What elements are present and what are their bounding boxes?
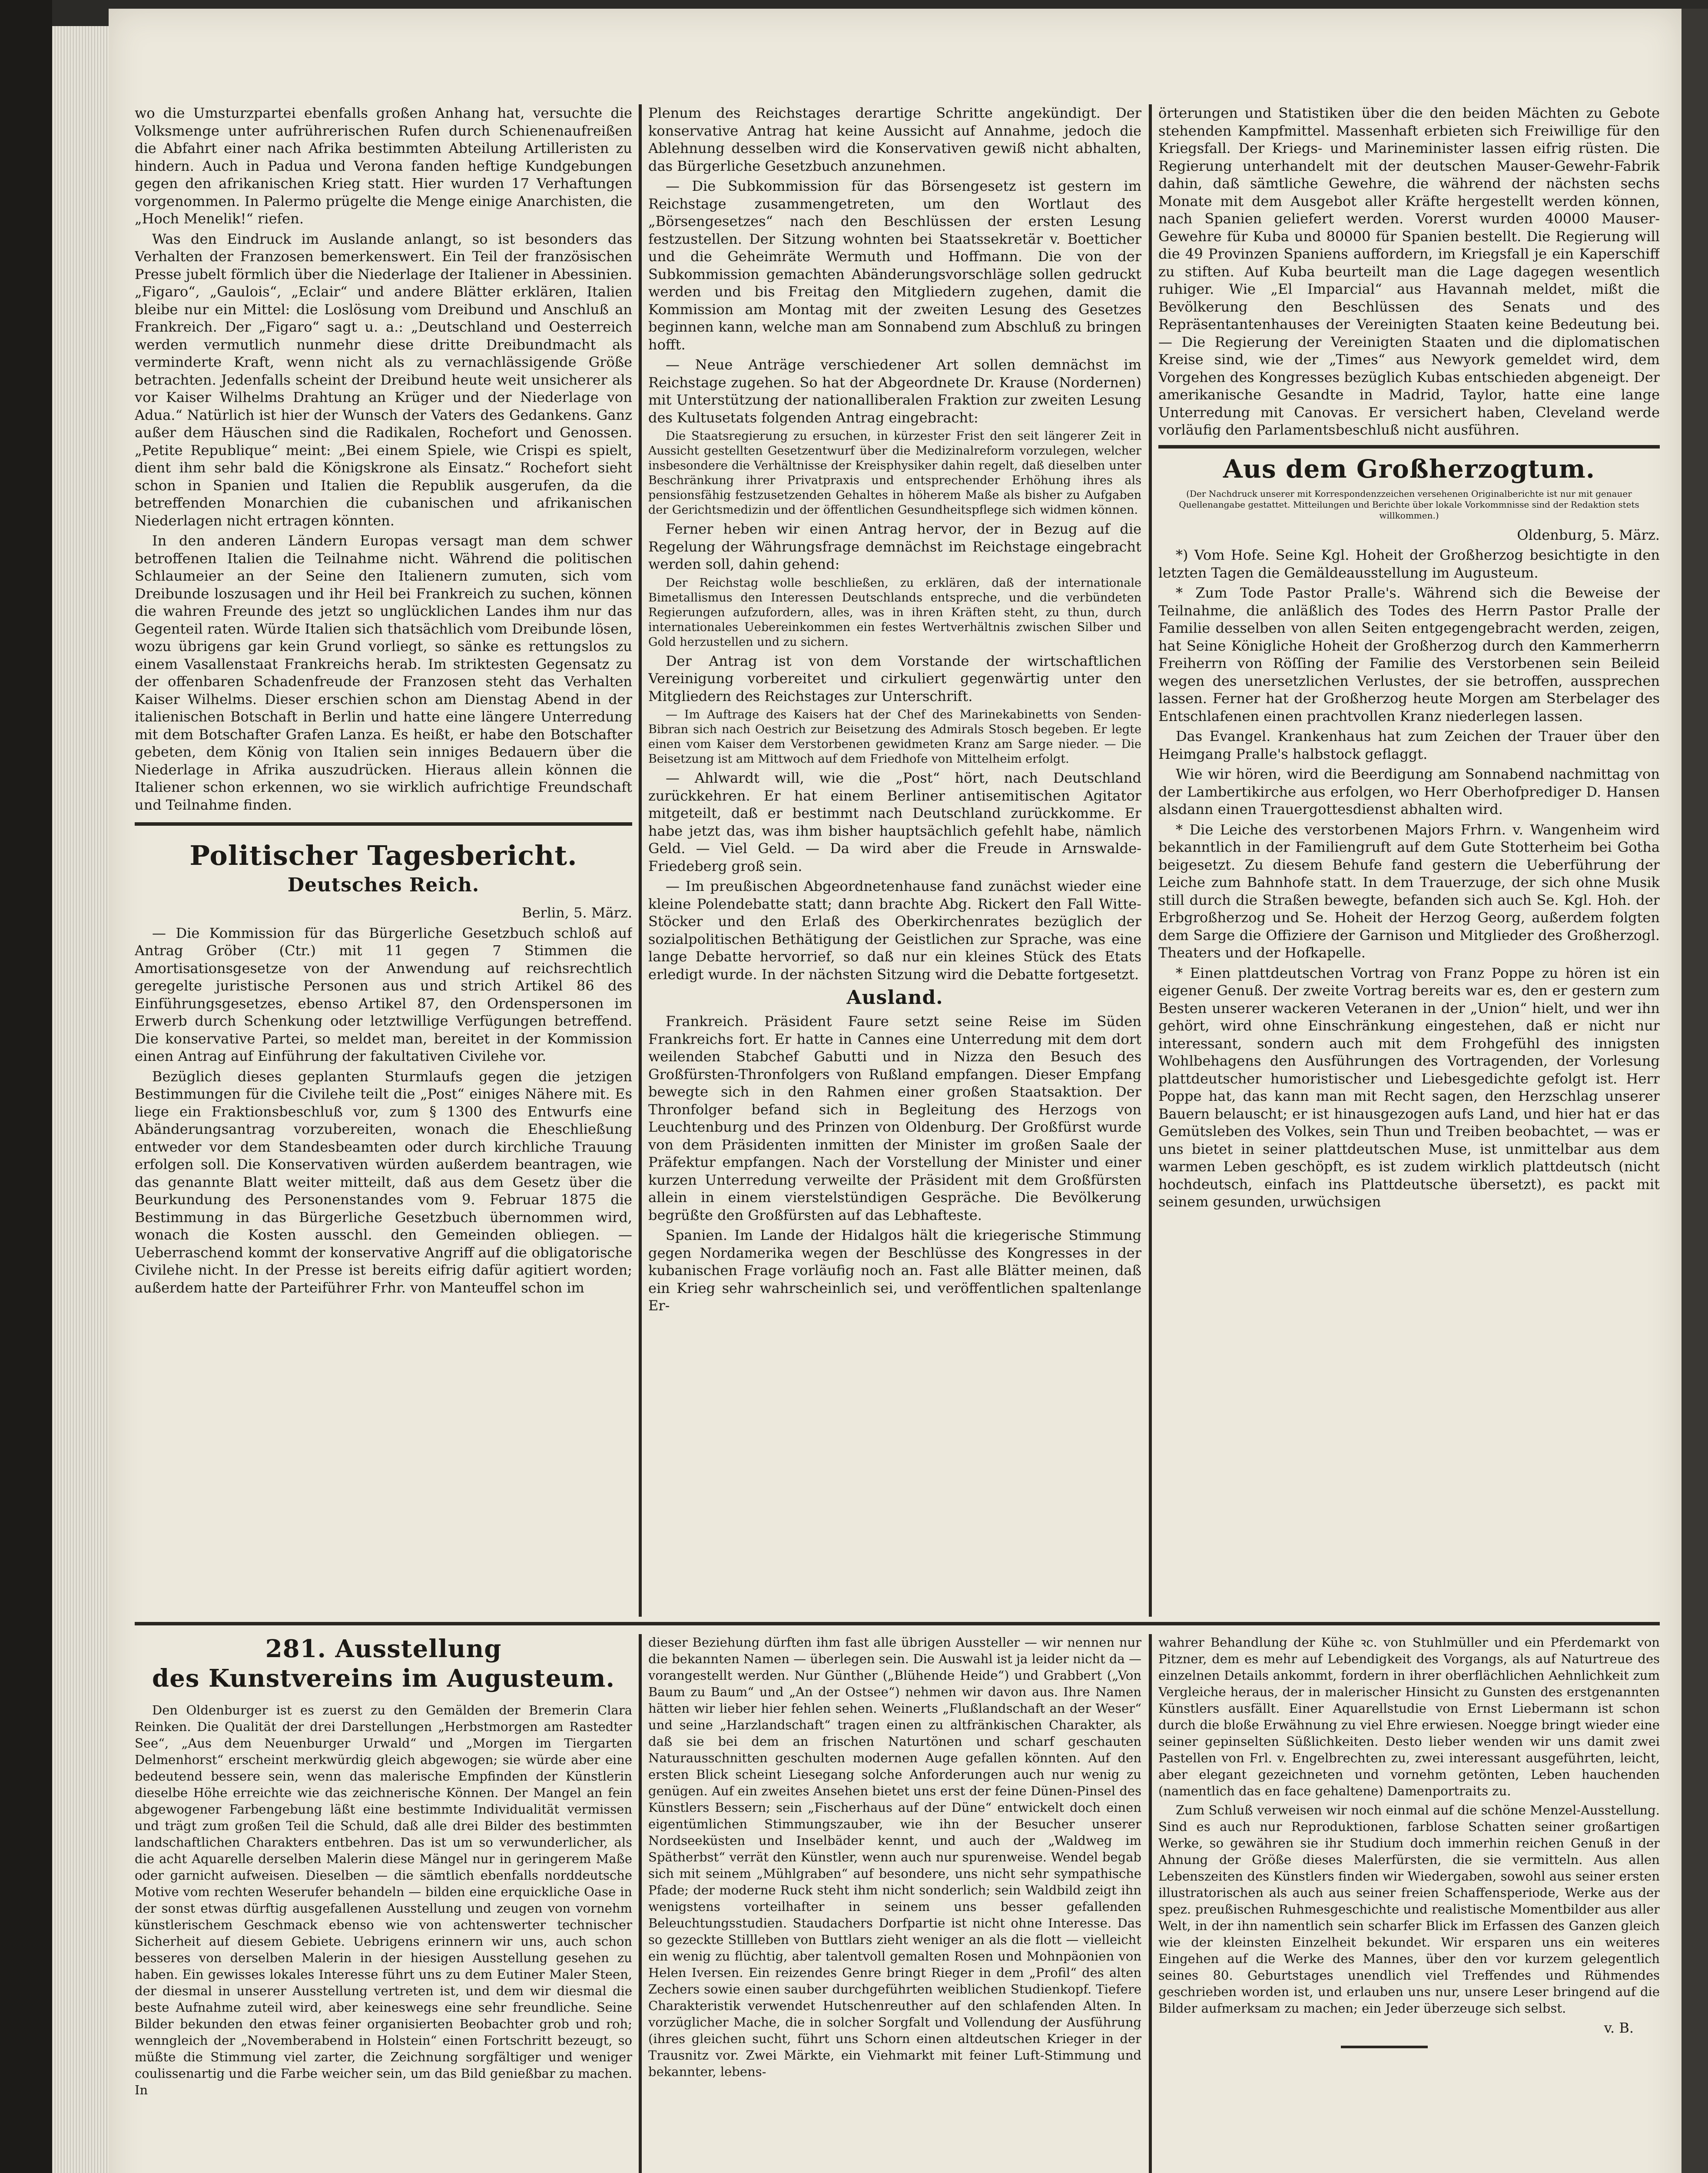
paragraph: — Die Kommission für das Bürgerliche Gesetzbuch schloß auf Antrag Gröber (Ctr.) mit 11 gegen 7 Stimmen die Amortisationsgesetze von der Anwendung auf reichsrechtlich geregelte juristische Personen aus und strich Artikel 86 des Einführungsgesetzes, ebenso Artikel 87, den Ordenspersonen im Erwerb durch Schenkung oder letztwillige Verfügungen betreffend. Die konservative Partei, so meldet man, bereitet in der Kommission einen Antrag auf Einführung der fakultativen Civilehe vor. bbox=[135, 924, 632, 1064]
column-rule bbox=[1149, 1634, 1152, 2173]
paragraph: * Die Leiche des verstorbenen Majors Frhrn. v. Wangenheim wird bekanntlich in der Familiengruft auf dem Gute Stotterheim bei Gotha beigesetzt. Zu diesem Behufe fand gestern die Ueberführung der Leiche zum Bahnhofe statt. In dem Trauerzuge, der sich ohne Musik still durch die Straßen bewegte, befanden sich auch Se. Kgl. Hoh. der Erbgroßherzog und Se. Hoheit der Herzog Georg, außerdem folgten dem Sarge die Offiziere der Garnison und Mitglieder des Großherzogl. Theaters und der Hofkapelle. bbox=[1158, 821, 1660, 961]
heading-ausstellung-title: des Kunstvereins im Augusteum. bbox=[152, 1664, 615, 1693]
paragraph: Wie wir hören, wird die Beerdigung am Sonnabend nachmittag von der Lambertikirche aus erfolgen, wo Herr Oberhofprediger D. Hansen alsdann einen Trauergottesdienst abhalten wird. bbox=[1158, 766, 1660, 817]
lower-column-3 bbox=[1158, 1634, 1660, 2173]
lower-column-2 bbox=[648, 1634, 1141, 2173]
paragraph: Frankreich. Präsident Faure setzt seine Reise im Süden Frankreichs fort. Er hatte in Cannes eine Unterredung mit dem dort weilenden Stabchef Gabutti und in Nizza den Besuch des Großfürsten-Thronfolgers von Rußland empfangen. Dieser Empfang bewegte sich in den Rahmen einer großen Staatsaktion. Der Thronfolger befand sich in Begleitung des Herzogs von Leuchtenburg und des Prinzen von Oldenburg. Der Großfürst wurde von dem Präsidenten inmitten der Minister im großen Saale der Präfektur empfangen. Nach der Vorstellung der Minister und einer kurzen Unterredung verweilte der Präsident mit dem Großfürsten allein in einem vierstelstündigen Gespräche. Die Bevölkerung begrüßte den Großfürsten auf das Lebhafteste. bbox=[648, 1013, 1141, 1223]
paragraph: dieser Beziehung dürften ihm fast alle übrigen Aussteller — wir nennen nur die bekannten Namen — überlegen sein. Die Auswahl ist ja leider nicht da — vorangestellt werden. Nur Günther („Blühende Heide“) und Grabbert („Von Baum zu Baum“ und „An der Ostsee“) nehmen wir davon aus. Ihre Namen hätten wir lieber hier fehlen sehen. Weinerts „Flußlandschaft an der Weser“ und seine „Harzlandschaft“ tragen einen zu altfränkischen Charakter, als daß sie bei dem an frischen Naturtönen und scharf geschauten Naturausschnitten geschulten modernen Auge gefallen könnten. Auf den ersten Blick scheint Liesegang solche Anforderungen auch nur wenig zu genügen. Auf ein zweites Ansehen bietet uns erst der feine Dünen-Pinsel des Künstlers Bessern; sein „Fischerhaus auf der Düne“ entwickelt doch einen eigentümlichen Stimmungszauber, wie ihn der Besucher unserer Nordseeküsten und Inselbäder kennt, und auch der „Waldweg im Spätherbst“ verrät den Künstler, wenn auch nur spurenweise. Wendel begab sich mit seinem „Mühlgraben“ auf besondere, uns nicht sehr sympathische Pfade; der moderne Ruck steht ihm nicht sonderlich; sein Waldbild zeigt ihn wenigstens vorteilhafter in seinem uns besser gefallenden Beleuchtungsstudien. Staudachers Dorfpartie ist nicht ohne Interesse. Das so gezeckte Stillleben von Buttlars zieht weniger an als die flott — vielleicht ein wenig zu flüchtig, aber talentvoll gemalten Rosen und Mohnpäonien von Helen Iversen. Ein reizendes Genre bringt Rieger in dem „Profil“ des alten Zechers sowie einen sauber durchgeführten weiblichen Studienkopf. Tiefere Charakteristik verwendet Hutschenreuther auf den schlafenden Alten. In vorzüglicher Mache, die in solcher Sorgfalt und Vollendung der Ausführung (ihres gleichen sucht, führt uns Schorn einen altdeutschen Krieger in der Trausnitz vor. Zwei Märkte, ein Viehmarkt mit feiner Luft-Stimmung und bekannter, lebens- bbox=[648, 1635, 1141, 2079]
paragraph: Den Oldenburger ist es zuerst zu den Gemälden der Bremerin Clara Reinken. Die Qualität der drei Darstellungen „Herbstmorgen am Rastedter See“, „Aus dem Neuenburger Urwald“ und „Morgen im Tiergarten Delmenhorst“ erscheint merkwürdig gleich abgewogen; sie würde aber eine bedeutend bessere sein, wenn das malerische Empfinden der Künstlerin dieselbe Höhe erreichte wie das zeichnerische Können. Der Mangel an fein abgewogener Farbengebung läßt eine bestimmte Individualität vermissen und trägt zum großen Teil die Schuld, daß alle drei Bilder des bestimmten landschaftlichen Charakters entbehren. Das ist um so verwunderlicher, als die acht Aquarelle derselben Malerin diese Mängel nur in geringerem Maße oder garnicht aufweisen. Dieselben — die sämtlich ebenfalls norddeutsche Motive vom rechten Weserufer behandeln — bilden eine erquickliche Oase in der sonst etwas dürftig ausgefallenen Ausstellung und zeugen von vornehm künstlerischem Geschmack ebenso wie von achtenswerter technischer Sicherheit auf diesem Gebiete. Uebrigens erinnern wir uns, auch schon besseres von derselben Malerin in der hiesigen Ausstellung gesehen zu haben. Ein gewisses lokales Interesse führt uns zu dem Eutiner Maler Steen, der diesmal in unserer Ausstellung vertreten ist, und dem wir diesmal die beste Aufnahme zuteil wird, aber keineswegs eine sehr freundliche. Seine Bilder bekunden den etwas feiner organisierten Beobachter grob und roh; wenngleich der „Novemberabend in Holstein“ einen Fortschritt bezeugt, so müßte die Stimmung viel zarter, die Zeichnung sorgfältiger und weniger coulissenartig und die Farbe weicher sein, um das Bild genießbar zu machen. In bbox=[135, 1703, 632, 2097]
section-divider bbox=[135, 822, 632, 826]
paragraph: wahrer Behandlung der Kühe ꝛc. von Stuhlmüller und ein Pferdemarkt von Pitzner, dem es mehr auf Lebendigkeit des Vorgangs, als auf Naturtreue des einzelnen Details ankommt, fordern in ihrer oberflächlichen Aehnlichkeit zum Vergleiche heraus, der in malerischer Hinsicht zu Gunsten des erstgenannten Künstlers ausfällt. Einer Aquarellstudie von Ernst Liebermann ist schon durch die bloße Erwähnung zu viel Ehre erwiesen. Noegge bringt wieder eine seiner gepinselten Süßlichkeiten. Desto lieber wenden wir uns damit zwei Pastellen von Frl. v. Engelbrechten zu, zwei interessant ausgeführten, leicht, aber elegant gezeichneten und vornehm getönten, Leben hauchenden (namentlich das en face gehaltene) Damenportraits zu. bbox=[1158, 1635, 1660, 1798]
reprint-notice: (Der Nachdruck unserer mit Korrespondenzzeichen versehenen Originalberichte ist nur mit genauer Quellenangabe gestattet. Mitteilungen und Berichte über lokale Vorkommnisse sind der Redaktion stets willkommen.) bbox=[1179, 488, 1639, 521]
feuilleton-divider bbox=[135, 1622, 1660, 1625]
heading-deutsches-reich: Deutsches Reich. bbox=[287, 874, 480, 896]
paragraph: — Im preußischen Abgeordnetenhause fand zunächst wieder eine kleine Polendebatte statt; dann brachte Abg. Rickert den Fall Witte-Stöcker und den Erlaß des Oberkirchenrates bezüglich der sozialpolitischen Bethätigung der Geistlichen zur Sprache, was eine lange Debatte hervorrief, so daß nur ein kleines Stück des Etats erledigt wurde. In der nächsten Sitzung wird die Debatte fortgesetzt. bbox=[648, 878, 1141, 983]
paragraph: Spanien. Im Lande der Hidalgos hält die kriegerische Stimmung gegen Nordamerika wegen der Beschlüsse des Kongresses in der kubanischen Frage vorläufig noch an. Fast alle Blätter meinen, daß ein Krieg sehr wahrscheinlich sei, und veröffentlichen spaltenlange Er- bbox=[648, 1227, 1141, 1314]
paragraph: * Einen plattdeutschen Vortrag von Franz Poppe zu hören ist ein eigener Genuß. Der zweite Vortrag bereits war es, den er gestern zum Besten unserer wackeren Veteranen in der „Union“ hielt, und wer ihn gehört, wird ohne Einschränkung eingestehen, daß er nicht nur interessant, sondern auch mit dem Frohgefühl des innigsten Wohlbehagens den Ausführungen des Vortragenden, der Vorlesung plattdeutscher humoristischer und Liebesgedichte gefolgt ist. Herr Poppe hat, das kann man mit Recht sagen, den Herzschlag unserer Bauern belauscht; er ist hinausgezogen aufs Land, und hier hat er das Gemütsleben des Volkes, sein Thun und Treiben beobachtet, — was er uns bietet in seiner plattdeutschen Muse, ist unmittelbar aus dem warmen Leben geschöpft, es ist zudem wirklich plattdeutsch (nicht hochdeutsch, einfach ins Plattdeutsche übersetzt), es packt mit seinem gesunden, urwüchsigen bbox=[1158, 964, 1660, 1210]
heading-ausland: Ausland. bbox=[846, 987, 943, 1009]
book-page-edges bbox=[52, 26, 113, 2173]
paragraph: Das Evangel. Krankenhaus hat zum Zeichen der Trauer über den Heimgang Pralle's halbstock geflaggt. bbox=[1158, 728, 1660, 762]
dateline-berlin: Berlin, 5. März. bbox=[521, 904, 632, 921]
paragraph: — Neue Anträge verschiedener Art sollen demnächst im Reichstage zugehen. So hat der Abgeordnete Dr. Krause (Nordernen) mit Unterstützung der nationalliberalen Fraktion zur zweiten Lesung des Kultusetats folgenden Antrag eingebracht: bbox=[648, 356, 1141, 426]
paragraph: Ferner heben wir einen Antrag hervor, der in Bezug auf die Regelung der Währungsfrage demnächst im Reichstage eingebracht werden soll, dahin gehend: bbox=[648, 521, 1141, 572]
column-rule bbox=[639, 104, 642, 1617]
upper-column-3 bbox=[1158, 104, 1660, 1617]
heading-grossherzogtum: Aus dem Großherzogtum. bbox=[1223, 454, 1595, 484]
upper-column-2 bbox=[648, 104, 1141, 1617]
upper-section bbox=[135, 104, 1660, 1617]
paragraph: — Ahlwardt will, wie die „Post“ hört, nach Deutschland zurückkehren. Er hat einem Berliner antisemitischen Agitator mitgeteilt, daß er bestimmt nach Deutschland zurückkomme. Er habe jetzt das, was ihm bisher hauptsächlich gefehlt habe, nämlich Geld. — Viel Geld. — Da wird aber die Freude in Arnswalde-Friedeberg groß sein. bbox=[648, 770, 1141, 874]
paragraph: Plenum des Reichstages derartige Schritte angekündigt. Der konservative Antrag hat keine Aussicht auf Annahme, jedoch die Ablehnung desselben wird die Konservativen gewiß nicht abhalten, das Bürgerliche Gesetzbuch anzunehmen. bbox=[648, 105, 1141, 174]
heading-ausstellung-number: 281. Ausstellung bbox=[265, 1635, 502, 1663]
heading-politics: Politischer Tagesbericht. bbox=[189, 840, 577, 871]
paragraph: Was den Eindruck im Auslande anlangt, so ist besonders das Verhalten der Franzosen bemerkenswert. Ein Teil der französischen Presse jubelt förmlich über die Niederlage der Italiener in Abessinien. „Figaro“, „Gaulois“, „Eclair“ und andere Blätter erklären, Italien bleibe nur ein Mittel: die Loslösung vom Dreibund und Anschluß an Frankreich. Der „Figaro“ sagt u. a.: „Deutschland und Oesterreich werden vermutlich nunmehr diese dritte Dreibundmacht als verminderte Kraft, wenn nicht als zu vernachlässigende Größe betrachten. Jedenfalls scheint der Dreibund heute weit unsicherer als vor Kaiser Wilhelms Drahtung an Krüger und der Niederlage von Adua.“ Natürlich ist hier der Wunsch der Vaters des Gedankens. Ganz außer dem Häuschen sind die Radikalen, Rochefort und Genossen. „Petite Republique“ meint: „Bei einem Spiele, wie Crispi es spielt, dient ihm sehr bald die Königskrone als Einsatz.“ Rochefort sieht schon in Spanien und Italien die Republik ausgerufen, da die betreffenden Monarchien die cubanischen und afrikanischen Niederlagen nicht ertragen könnten. bbox=[135, 230, 632, 529]
paragraph: Zum Schluß verweisen wir noch einmal auf die schöne Menzel-Ausstellung. Sind es auch nur Reproduktionen, farblose Schatten seiner großartigen Werke, so gewähren sie ihr Studium doch immerhin reichen Genuß in der Ahnung der Größe dieses Malerfürsten, die sie vermitteln. Aus allen Lebenszeiten des Künstlers finden wir Wiedergaben, sowohl aus seiner ersten illustratorischen als auch aus seiner freien Schaffensperiode, Werke aus der spez. preußischen Ruhmesgeschichte und realistische Momentbilder aus aller Welt, in der ihn namentlich sein scharfer Blick im Erfassen des Ganzen gleich wie der kleinsten Einzelheit bekundet. Wir ersparen uns ein weiteres Eingehen auf die Werke des Mannes, über den vor kurzem gelegentlich seines 80. Geburtstages unendlich viel Treffendes und Rühmendes geschrieben worden ist, und erlauben uns nur, unsere Leser bringend auf die Bilder aufmerksam zu machen; ein Jeder überzeuge sich selbst. bbox=[1158, 1803, 1660, 2016]
paragraph: * Zum Tode Pastor Pralle's. Während sich die Beweise der Teilnahme, die anläßlich des Todes des Herrn Pastor Pralle der Familie desselben von allen Seiten entgegengebracht werden, zeigen, hat Seine Königliche Hoheit der Großherzog durch den Kammerherrn Freiherrn von Röſſing der Familie des Verstorbenen sein Beileid wegen des unersetzlichen Verlustes, der sie betroffen, aussprechen lassen. Ferner hat der Großherzog heute Morgen am Sterbelager des Entschlafenen einen prachtvollen Kranz niederlegen lassen. bbox=[1158, 585, 1660, 724]
paragraph: *) Vom Hofe. Seine Kgl. Hoheit der Großherzog besichtigte in den letzten Tagen die Gemäldeausstellung im Augusteum. bbox=[1158, 547, 1660, 581]
quoted-motion: Der Reichstag wolle beschließen, zu erklären, daß der internationale Bimetallismus den Interessen Deutschlands entspreche, und die verbündeten Regierungen aufzufordern, alles, was in ihren Kräften steht, zu thun, durch internationales Uebereinkommen ein festes Wertverhältnis zwischen Silber und Gold herzustellen und zu sichern. bbox=[648, 576, 1141, 649]
column-rule bbox=[1149, 104, 1152, 1617]
page-right-edge bbox=[1681, 9, 1708, 2173]
paragraph: wo die Umsturzpartei ebenfalls großen Anhang hat, versuchte die Volksmenge unter aufrührerischen Rufen durch Schienenaufreißen die Abfahrt einer nach Afrika bestimmten Abteilung Artilleristen zu hindern. Auch in Padua und Verona fanden heftige Kundgebungen gegen den afrikanischen Krieg statt. Hier wurden 17 Verhaftungen vorgenommen. In Palermo prügelte die Menge einige Anarchisten, die „Hoch Menelik!“ riefen. bbox=[135, 105, 632, 227]
author-signature: v. B. bbox=[1604, 2020, 1634, 2036]
dateline-oldenburg: Oldenburg, 5. März. bbox=[1517, 526, 1660, 543]
section-divider bbox=[1158, 445, 1660, 449]
upper-column-1 bbox=[135, 104, 632, 1617]
book-spine bbox=[0, 0, 52, 2173]
lower-section bbox=[135, 1634, 1660, 2173]
column-rule bbox=[639, 1634, 642, 2173]
paragraph: In den anderen Ländern Europas versagt man dem schwer betroffenen Italien die Teilnahme nicht. Während die politischen Schlaumeier an der Seine den Italienern zumuten, sich vom Dreibunde loszusagen und ihr Heil bei Frankreich zu suchen, können die wahren Freunde des jetzt so unglücklichen Landes ihm nur das Gegenteil raten. Würde Italien sich thatsächlich vom Dreibunde lösen, wozu übrigens gar kein Grund vorliegt, so sänke es rettungslos zu einem Vasallenstaat Frankreichs herab. Im striktesten Gegensatz zu der offenbaren Schadenfreude der Franzosen steht das Verhalten Kaiser Wilhelms. Dieser erschien schon am Dienstag Abend in der italienischen Botschaft in Berlin und hatte eine längere Unterredung mit dem Botschafter Grafen Lanza. Es heißt, er habe den Botschafter gebeten, dem König von Italien sein inniges Bedauern über die Niederlage in Afrika auszudrücken. Hieraus allein können die Italiener schon erkennen, wo sie wirklich aufrichtige Freundschaft und Teilnahme finden. bbox=[135, 532, 632, 813]
paragraph: — Im Auftrage des Kaisers hat der Chef des Marinekabinetts von Senden-Bibran sich nach Oestrich zur Beisetzung des Admirals Stosch begeben. Er legte einen vom Kaiser dem Verstorbenen gewidmeten Kranz am Sarge nieder. — Die Beisetzung ist am Mittwoch auf dem Friedhofe von Mittelheim erfolgt. bbox=[648, 708, 1141, 766]
quoted-motion: Die Staatsregierung zu ersuchen, in kürzester Frist den seit längerer Zeit in Aussicht gestellten Gesetzentwurf über die Medizinalreform vorzulegen, welcher insbesondere die Verhältnisse der Kreisphysiker dahin regelt, daß dieselben unter Beschränkung ihrer Privatpraxis und entsprechender Erhöhung ihres als pensionsfähig festzusetzenden Gehaltes in höherem Maße als bisher zu Aufgaben der Gerichtsmedizin und der öffentlichen Gesundheitspflege sich widmen können. bbox=[648, 429, 1141, 517]
paragraph: örterungen und Statistiken über die den beiden Mächten zu Gebote stehenden Kampfmittel. Massenhaft erbieten sich Freiwillige für den Kriegsfall. Der Kriegs- und Marineminister lassen eifrig rüsten. Die Regierung unterhandelt mit der deutschen Mauser-Gewehr-Fabrik dahin, daß sämtliche Gewehre, die während der nächsten sechs Monate mit dem Ausgebot aller Kräfte hergestellt werden können, nach Spanien geliefert werden. Vorerst wurden 40000 Mauser-Gewehre für Kuba und 80000 für Spanien bestellt. Die Regierung will die 49 Provinzen Spaniens auffordern, im Kriegsfall je ein Kaperschiff zu stiften. Auf Kuba beurteilt man die Lage dagegen wesentlich ruhiger. Wie „El Imparcial“ aus Havannah meldet, mißt die Bevölkerung den Beschlüssen des Senats und des Repräsentantenhauses der Vereinigten Staaten keine Bedeutung bei. — Die Regierung der Vereinigten Staaten und die diplomatischen Kreise sind, wie der „Times“ aus Newyork gemeldet wird, dem Vorgehen des Kongresses bezüglich Kubas entschieden abgeneigt. Der amerikanische Gesandte in Madrid, Taylor, hatte eine lange Unterredung mit Canovas. Er versichert haben, Cleveland werde vorläufig den Parlamentsbeschluß nicht ausführen. bbox=[1158, 105, 1660, 438]
paragraph: Der Antrag ist von dem Vorstande der wirtschaftlichen Vereinigung vorbereitet und cirkuliert gegenwärtig unter den Mitgliedern des Reichstages zur Unterschrift. bbox=[648, 652, 1141, 704]
lower-column-1 bbox=[135, 1634, 632, 2173]
paragraph: Bezüglich dieses geplanten Sturmlaufs gegen die jetzigen Bestimmungen für die Civilehe teilt die „Post“ einiges Nähere mit. Es liege ein Fraktionsbeschluß vor, zum § 1300 des Entwurfs eine Abänderungsantrag vorzubereiten, wonach die Eheschließung entweder vor dem Standesbeamten oder durch kirchliche Trauung erfolgen soll. Die Konservativen würden außerdem beantragen, wie das genannte Blatt weiter mitteilt, daß aus dem Gesetz über die Beurkundung des Personenstandes vom 9. Februar 1875 die Bestimmung in das Bürgerliche Gesetzbuch übernommen wird, wonach die Kosten ausschl. den Gemeinden obliegen. — Ueberraschend kommt der konservative Angriff auf die obligatorische Civilehe nicht. In der Presse ist bereits eifrig dafür agitiert worden; außerdem hatte der Parteiführer Frhr. von Manteuffel schon im bbox=[135, 1068, 632, 1296]
paragraph: — Die Subkommission für das Börsengesetz ist gestern im Reichstage zusammengetreten, um den Wortlaut des „Börsengesetzes“ nach den Beschlüssen der ersten Lesung festzustellen. Der Sitzung wohnten bei Staatssekretär v. Boetticher und die Geheimräte Wermuth und Hoffmann. Die von der Subkommission gemachten Abänderungsvorschläge sollen gedruckt werden und bis Freitag den Mitgliedern zugehen, damit die Kommission am Montag mit der zweiten Lesung des Gesetzes beginnen kann, welche man am Sonnabend zum Abschluß zu bringen hofft. bbox=[648, 178, 1141, 353]
end-rule bbox=[1341, 2046, 1428, 2048]
